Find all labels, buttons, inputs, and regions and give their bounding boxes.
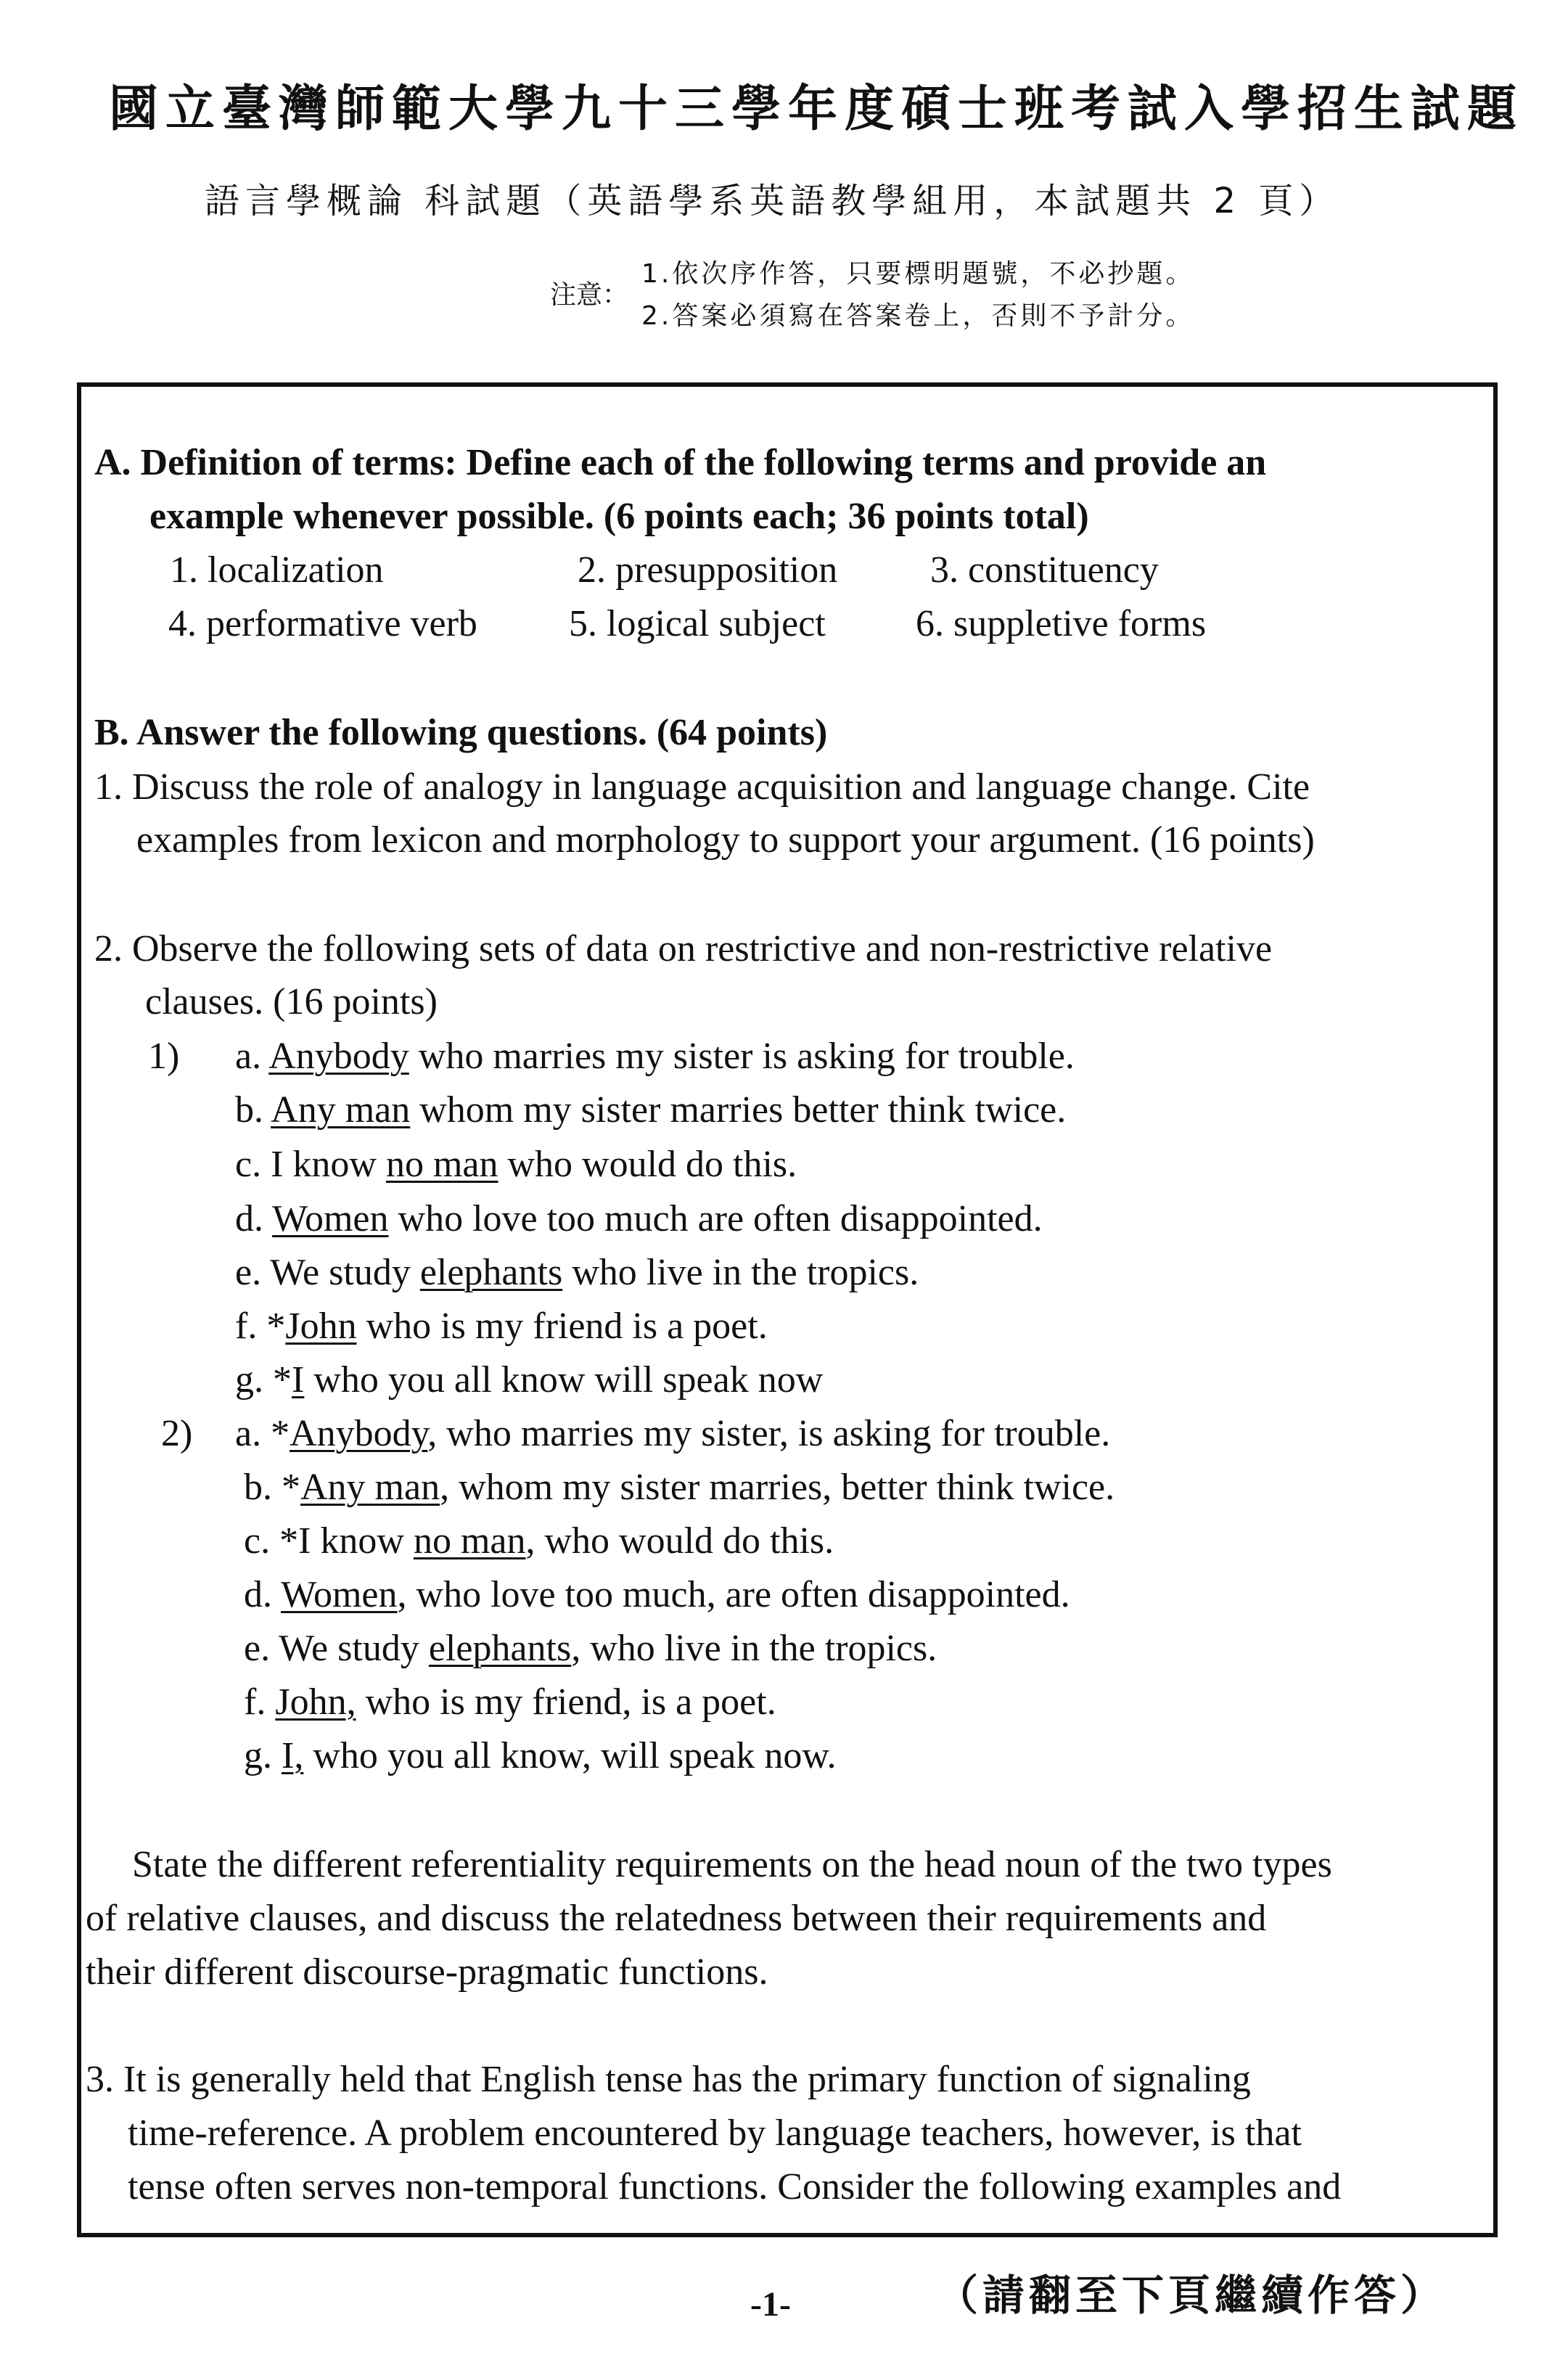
term-6: 6. suppletive forms [916, 603, 1207, 644]
example-2f: f. John, who is my friend, is a poet. [244, 1681, 776, 1723]
notice-item-1: 1.依次序作答，只要標明題號，不必抄題。 [641, 259, 1195, 289]
term-4: 4. performative verb [168, 603, 477, 644]
example-2b: b. *Any man, whom my sister marries, better think twice. [244, 1467, 1115, 1508]
example-2e: e. We study elephants, who live in the tropics. [244, 1628, 937, 1669]
example-1a: a. Anybody who marries my sister is asking for trouble. [235, 1036, 1075, 1077]
term-1: 1. localization [170, 549, 384, 591]
question-1: 1. Discuss the role of analogy in language acquisition and language change. Cite [94, 766, 1310, 808]
question-2-instruction: State the different referentiality requirements on the head noun of the two types [132, 1844, 1332, 1885]
question-2-instruction-end: their different discourse-pragmatic functions. [86, 1951, 768, 1993]
example-2c: c. *I know no man, who would do this. [244, 1520, 834, 1562]
term-2: 2. presupposition [578, 549, 838, 591]
term-5: 5. logical subject [569, 603, 826, 644]
data-set-2-label: 2) [161, 1413, 193, 1454]
question-3-cont-2: tense often serves non-temporal functions. Consider the following examples and [128, 2166, 1342, 2208]
example-1b: b. Any man whom my sister marries better think twice. [235, 1089, 1067, 1131]
example-2g: g. I, who you all know, will speak now. [244, 1735, 837, 1776]
example-1e: e. We study elephants who live in the tropics. [235, 1252, 919, 1293]
section-a-heading: A. Definition of terms: Define each of the following terms and provide an [94, 442, 1267, 483]
example-1f: f. *John who is my friend is a poet. [235, 1305, 768, 1347]
term-3: 3. constituency [930, 549, 1159, 591]
question-1-cont: examples from lexicon and morphology to support your argument. (16 points) [136, 819, 1315, 861]
example-1g: g. *I who you all know will speak now [235, 1359, 824, 1401]
example-1c: c. I know no man who would do this. [235, 1144, 797, 1185]
example-1d: d. Women who love too much are often disappointed. [235, 1198, 1043, 1239]
question-2-cont: clauses. (16 points) [145, 981, 438, 1022]
section-a-heading-cont: example whenever possible. (6 points each; 36 points total) [149, 496, 1089, 537]
question-2-instruction-cont: of relative clauses, and discuss the relatedness between their requirements and [86, 1898, 1267, 1939]
example-2a: a. *Anybody, who marries my sister, is asking for trouble. [235, 1413, 1111, 1454]
notice-item-2: 2.答案必須寫在答案卷上，否則不予計分。 [641, 301, 1195, 331]
section-b-heading: B. Answer the following questions. (64 points) [94, 712, 828, 753]
example-2d: d. Women, who love too much, are often disappointed. [244, 1574, 1070, 1615]
question-3: 3. It is generally held that English tense has the primary function of signaling [86, 2059, 1251, 2100]
exam-subtitle: 語言學概論 科試題（英語學系英語教學組用，本試題共 2 頁） [205, 181, 1340, 221]
question-3-cont: time-reference. A problem encountered by language teachers, however, is that [128, 2112, 1302, 2154]
notice-label: 注意： [550, 280, 629, 310]
data-set-1-label: 1) [148, 1036, 180, 1077]
exam-title: 國立臺灣師範大學九十三學年度碩士班考試入學招生試題 [109, 81, 1524, 138]
continue-note: （請翻至下頁繼續作答） [936, 2271, 1448, 2320]
question-2: 2. Observe the following sets of data on restrictive and non-restrictive relative [94, 928, 1273, 970]
page-number: -1- [750, 2285, 791, 2324]
